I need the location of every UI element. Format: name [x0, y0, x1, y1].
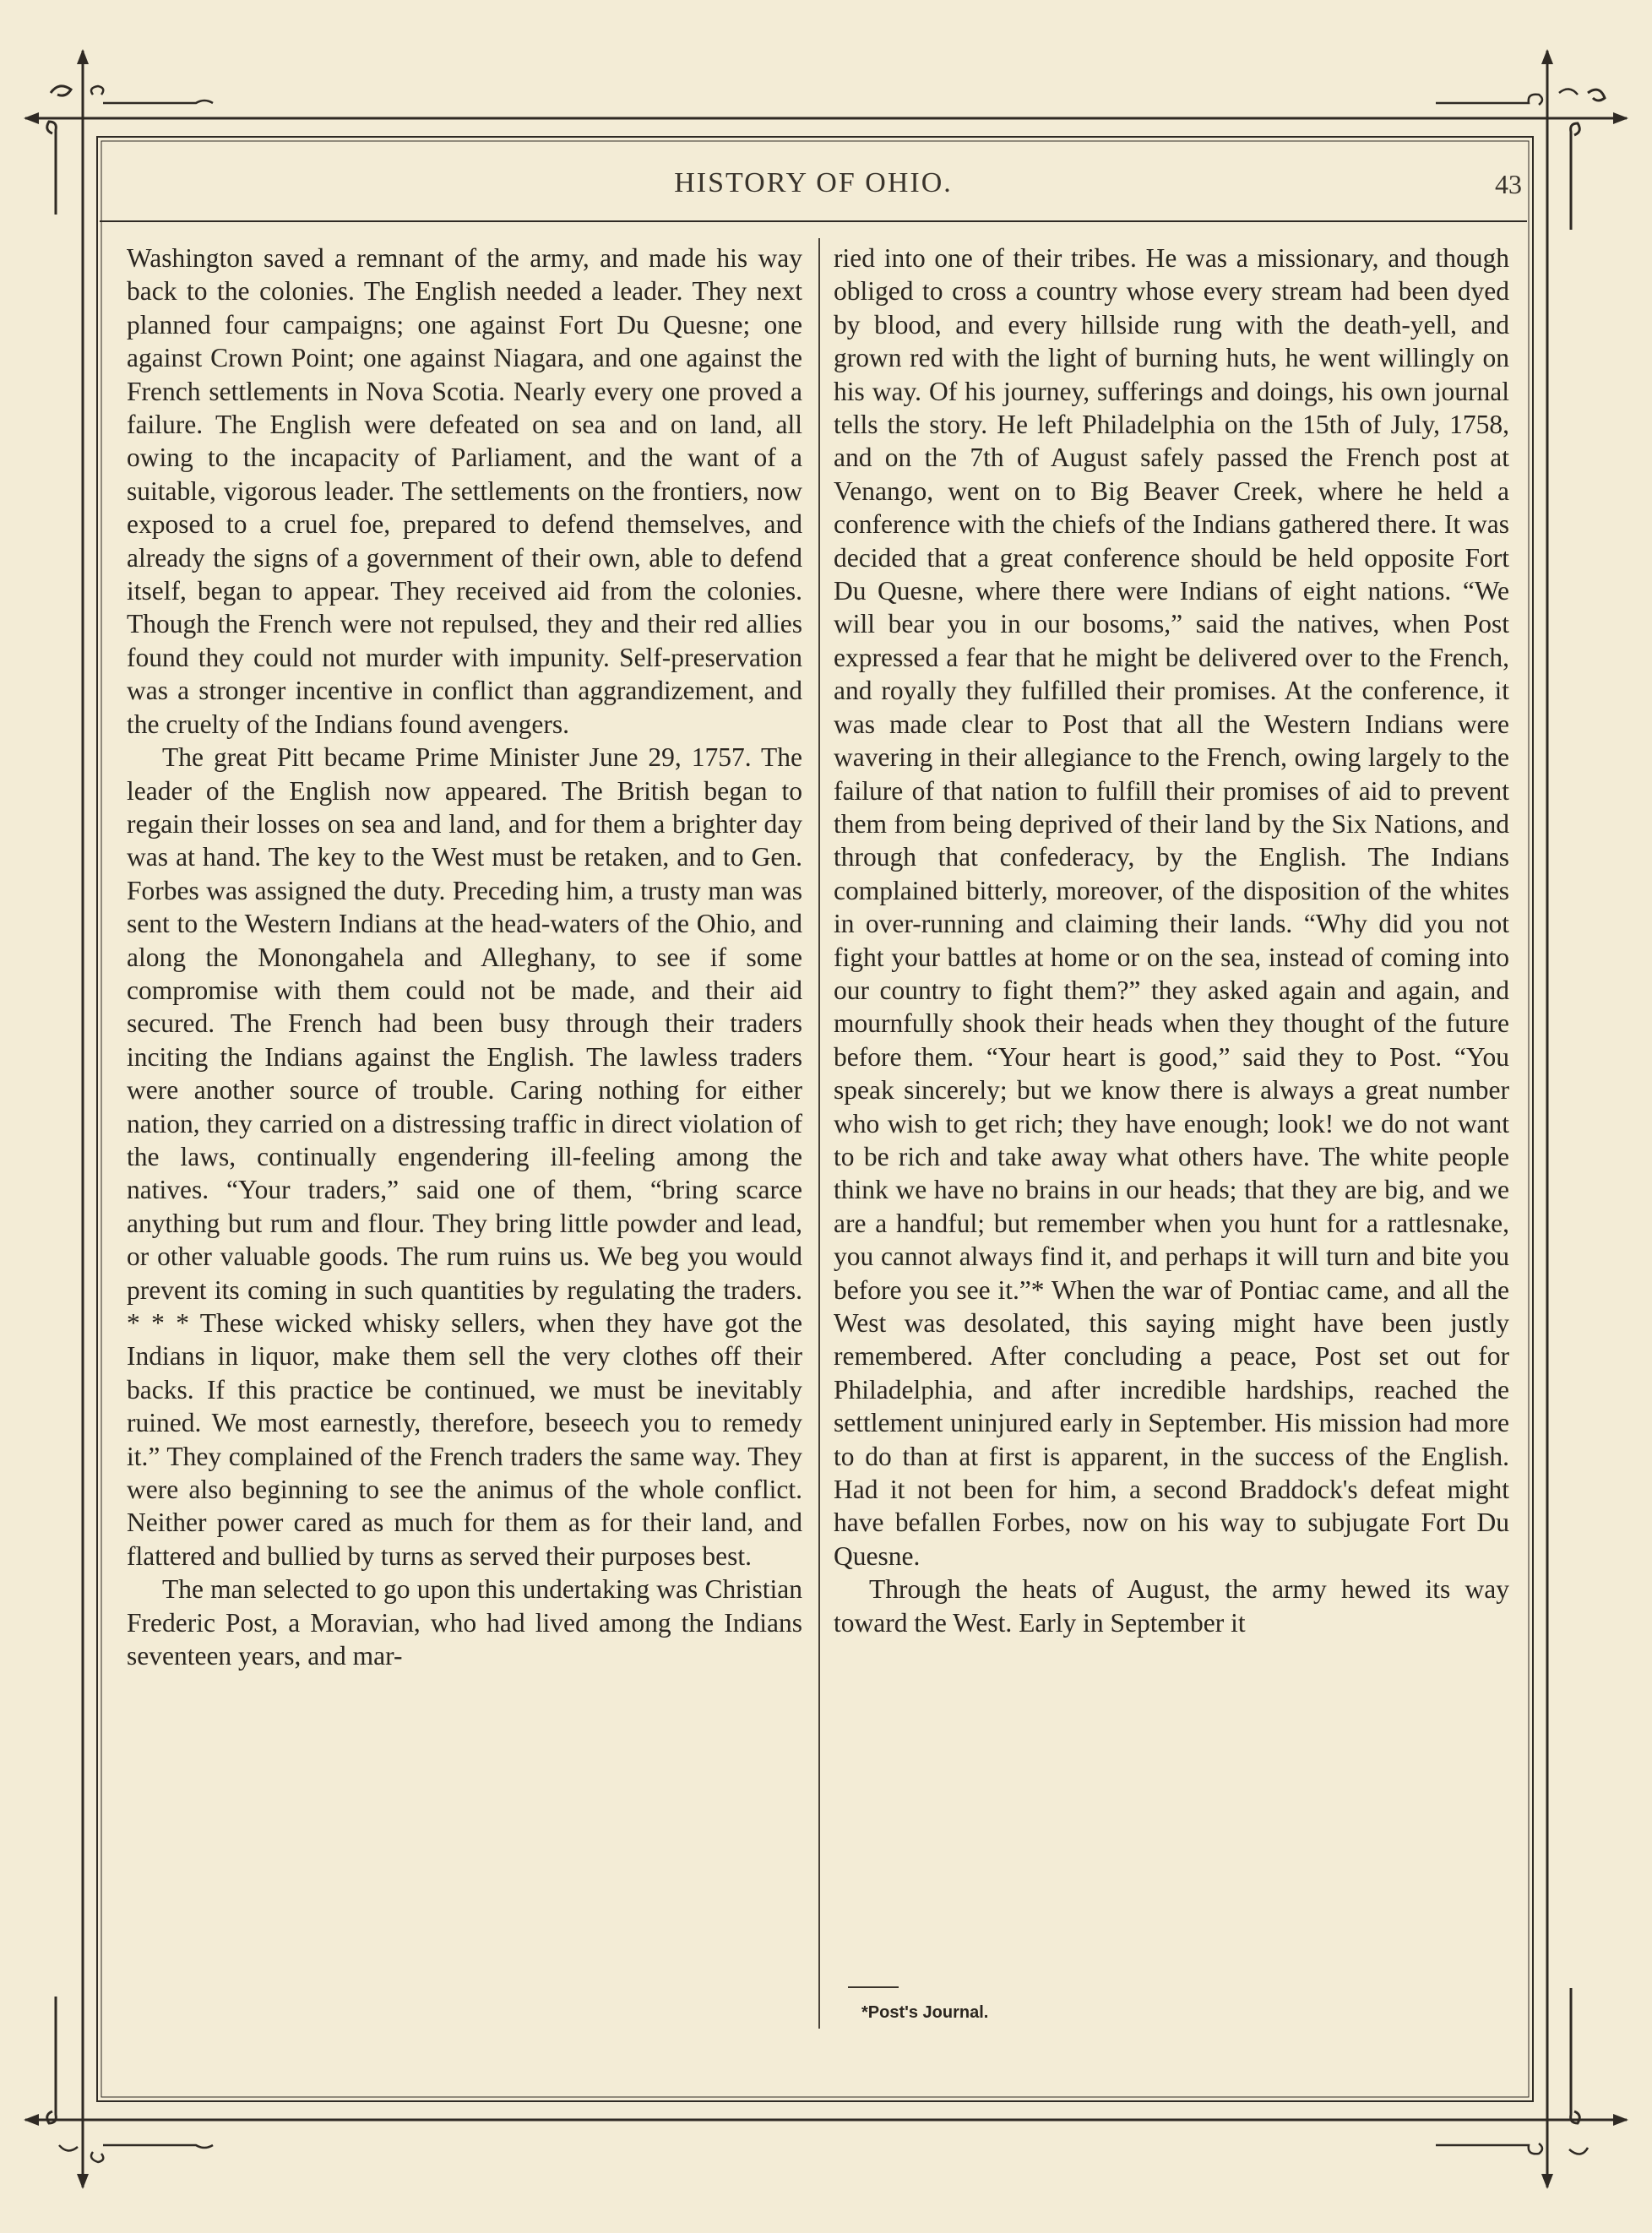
column-divider	[818, 238, 820, 2029]
footnote-rule	[848, 1986, 899, 1988]
paragraph: ried into one of their tribes. He was a missionary, and though obliged to cross a country whose every stream had been dyed by blood, and every hillside rung with the death-yell, and grown red with the light of burning huts, he went willingly on his way. Of his journey, sufferings and doings, his own journal tells the story. He left Philadelphia on the 15th of July, 1758, and on the 7th of August safely passed the French post at Venango, went on to Big Beaver Creek, where he held a conference with the chiefs of the Indians gathered there. It was decided that a great conference should be held opposite Fort Du Quesne, where there were Indians of eight nations. “We will bear you in our bosoms,” said the natives, when Post expressed a fear that he might be delivered over to the French, and royally they fulfilled their promises. At the conference, it was made clear to Post that all the Western Indians were wavering in their allegiance to the French, owing largely to the failure of that nation to fulfill their promises of aid to prevent them from being deprived of their land by the Six Nations, and through that confederacy, by the English. The Indians complained bitterly, moreover, of the disposition of the whites in over-running and claiming their lands. “Why did you not fight your battles at home or on the sea, instead of coming into our country to fight them?” they asked again and again, and mournfully shook their heads when they thought of the future before them. “Your heart is good,” said they to Post. “You speak sincerely; but we know there is always a great number who wish to get rich; they have enough; look! we do not want to be rich and take away what others have. The white people think we have no brains in our heads; that they are big, and we are a handful; but remember when you hunt for a rattlesnake, you cannot always find it, and perhaps it will turn and bite you before you see it.”* When the war of Pontiac came, and all the West was desolated, this saying might have been justly remembered. After concluding a peace, Post set out for Philadelphia, and after incredible hardships, reached the settlement uninjured early in September. His mission had more to do than at first is apparent, in the success of the English. Had it not been for him, a second Braddock's defeat might have befallen Forbes, now on his way to subjugate Fort Du Quesne.	[834, 243, 1509, 1571]
page-header	[100, 167, 1527, 220]
footnote: *Post's Journal.	[861, 2003, 989, 2022]
left-column	[127, 242, 802, 1672]
running-title: HISTORY OF OHIO.	[674, 167, 953, 198]
paragraph: The man selected to go upon this undertaking was Christian Frederic Post, a Moravian, who had lived among the Indians seventeen years, and mar-	[127, 1574, 802, 1671]
paragraph: Through the heats of August, the army hewed its way toward the West. Early in September it	[834, 1574, 1509, 1638]
right-column	[834, 242, 1509, 1639]
paragraph: Washington saved a remnant of the army, and made his way back to the colonies. The English needed a leader. They next planned four campaigns; one against Fort Du Quesne; one against Crown Point; one against Niagara, and one against the French settlements in Nova Scotia. Nearly every one proved a failure. The English were defeated on sea and on land, all owing to the incapacity of Parliament, and the want of a suitable, vigorous leader. The settlements on the frontiers, now exposed to a cruel foe, prepared to defend themselves, and already the signs of a government of their own, able to defend itself, began to appear. They received aid from the colonies. Though the French were not repulsed, they and their red allies found they could not murder with impunity. Self-preservation was a stronger incentive in conflict than aggrandizement, and the cruelty of the Indians found avengers.	[127, 243, 802, 739]
page-number: 43	[1495, 169, 1522, 199]
paragraph: The great Pitt became Prime Minister June 29, 1757. The leader of the English now appeared. The British began to regain their losses on sea and land, and for them a brighter day was at hand. The key to the West must be retaken, and to Gen. Forbes was assigned the duty. Preceding him, a trusty man was sent to the Western Indians at the head-waters of the Ohio, and along the Monongahela and Alleghany, to see if some compromise with them could not be made, and their aid secured. The French had been busy through their traders inciting the Indians against the English. The lawless traders were another source of trouble. Caring nothing for either nation, they carried on a distressing traffic in direct violation of the laws, continually engendering ill-feeling among the natives. “Your traders,” said one of them, “bring scarce anything but rum and flour. They bring little powder and lead, or other valuable goods. The rum ruins us. We beg you would prevent its coming in such quantities by regulating the traders. * * * These wicked whisky sellers, when they have got the Indians in liquor, make them sell the very clothes off their backs. If this practice be continued, we must be inevitably ruined. We most earnestly, therefore, beseech you to remedy it.” They complained of the French traders the same way. They were also beginning to see the animus of the whole conflict. Neither power cared as much for them as for their land, and flattered and bullied by turns as served their purposes best.	[127, 742, 802, 1571]
